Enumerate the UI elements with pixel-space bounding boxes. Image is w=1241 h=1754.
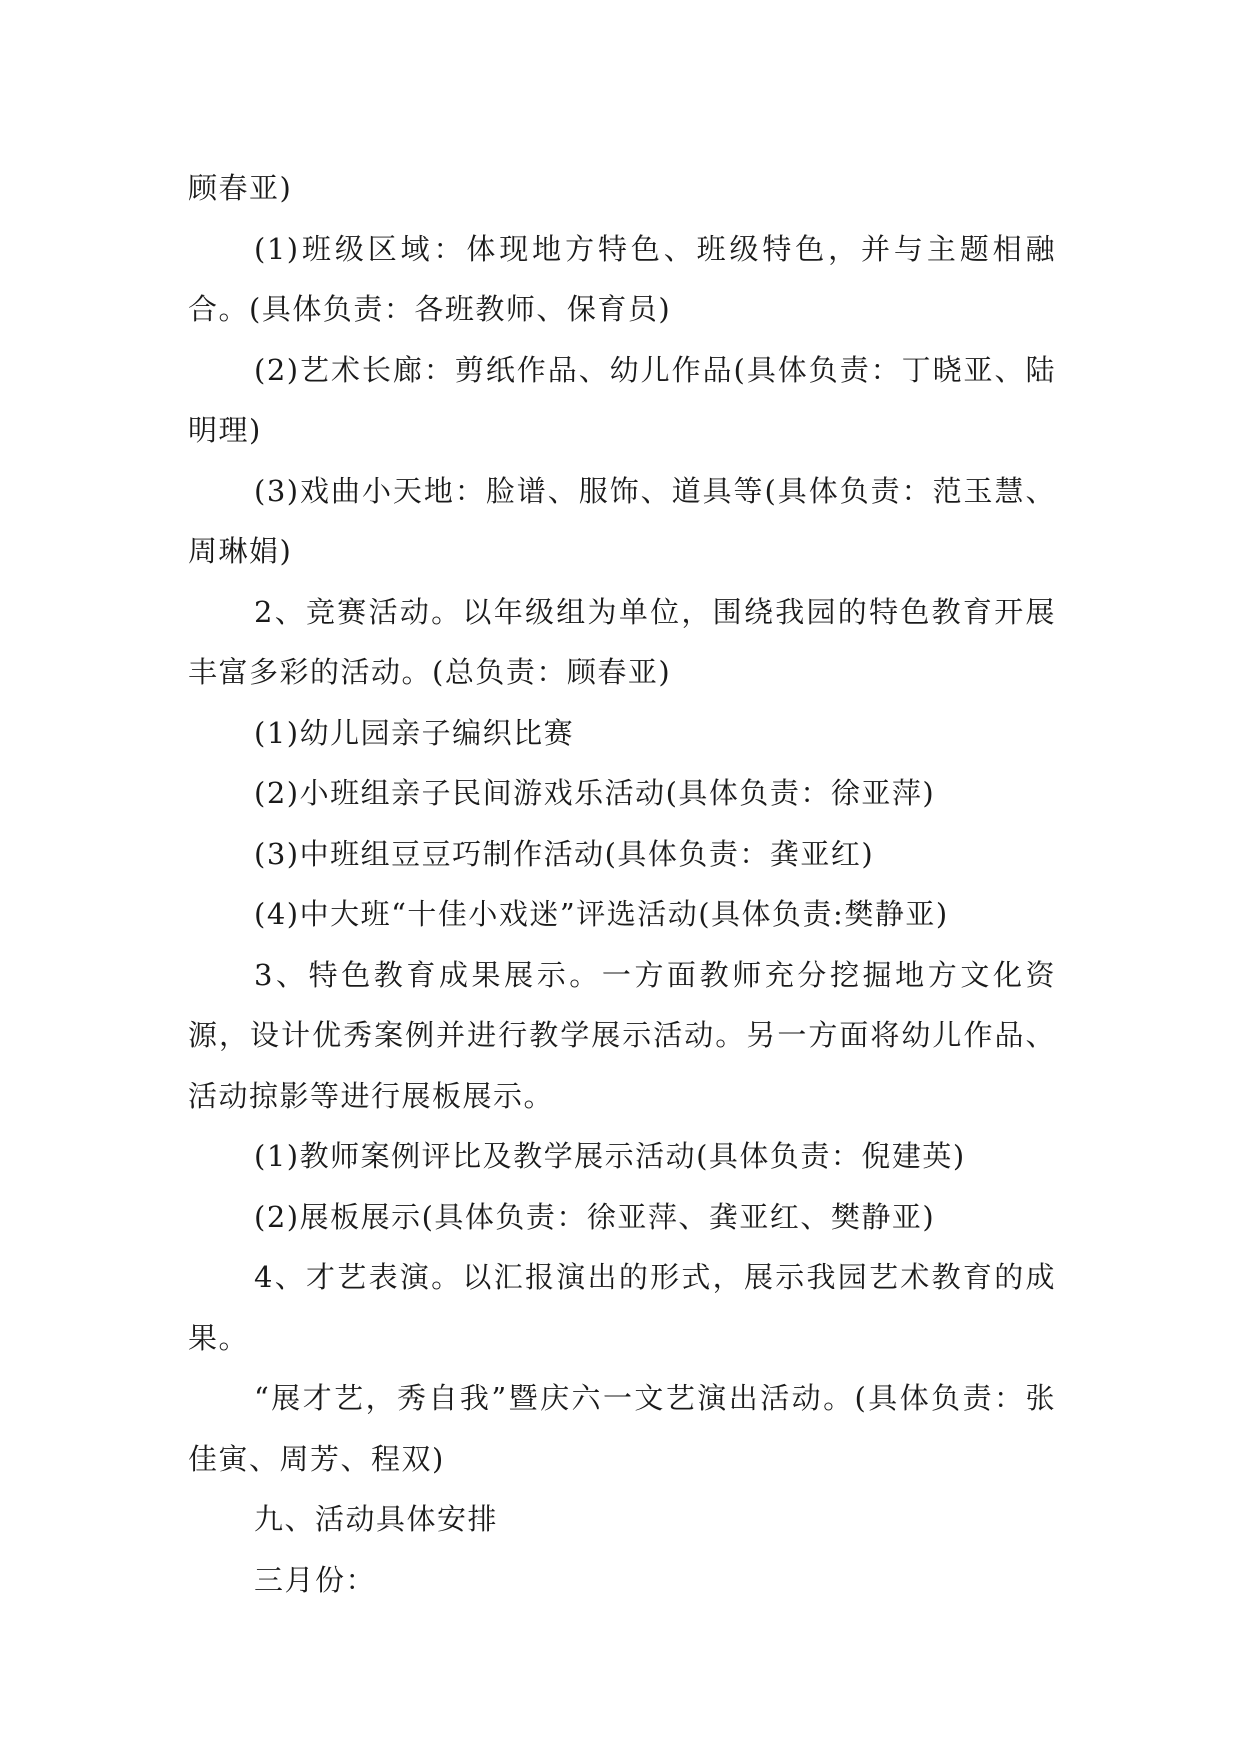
document-body — [188, 158, 1056, 1610]
paragraph-15: 九、活动具体安排 — [254, 1502, 499, 1536]
paragraph-16: 三月份： — [254, 1562, 377, 1597]
paragraph-14: “展才艺，秀自我”暨庆六一文艺演出活动。(具体负责：张佳寅、周芳、程双) — [188, 1381, 1056, 1476]
paragraph-3: (2)艺术长廊：剪纸作品、幼儿作品(具体负责：丁晓亚、陆明理) — [188, 352, 1056, 447]
paragraph-8: (3)中班组豆豆巧制作活动(具体负责：龚亚红) — [254, 836, 875, 871]
paragraph-13: 4、才艺表演。以汇报演出的形式，展示我园艺术教育的成果。 — [188, 1260, 1056, 1355]
paragraph-10: 3、特色教育成果展示。一方面教师充分挖掘地方文化资源，设计优秀案例并进行教学展示活动。另一方面将幼儿作品、活动掠影等进行展板展示。 — [188, 957, 1056, 1113]
paragraph-7: (2)小班组亲子民间游戏乐活动(具体负责：徐亚萍) — [254, 776, 936, 810]
paragraph-2: (1)班级区域：体现地方特色、班级特色，并与主题相融合。(具体负责：各班教师、保育员) — [188, 231, 1056, 326]
paragraph-5: 2、竞赛活动。以年级组为单位，围绕我园的特色教育开展丰富多彩的活动。(总负责：顾春亚) — [188, 594, 1056, 689]
paragraph-4: (3)戏曲小天地：脸谱、服饰、道具等(具体负责：范玉慧、周琳娟) — [188, 473, 1056, 568]
paragraph-11: (1)教师案例评比及教学展示活动(具体负责：倪建英) — [254, 1139, 966, 1173]
paragraph-6: (1)幼儿园亲子编织比赛 — [254, 715, 575, 750]
paragraph-1: 顾春亚) — [188, 171, 293, 205]
paragraph-12: (2)展板展示(具体负责：徐亚萍、龚亚红、樊静亚) — [254, 1199, 936, 1234]
paragraph-9: (4)中大班“十佳小戏迷”评选活动(具体负责:樊静亚) — [254, 897, 949, 931]
